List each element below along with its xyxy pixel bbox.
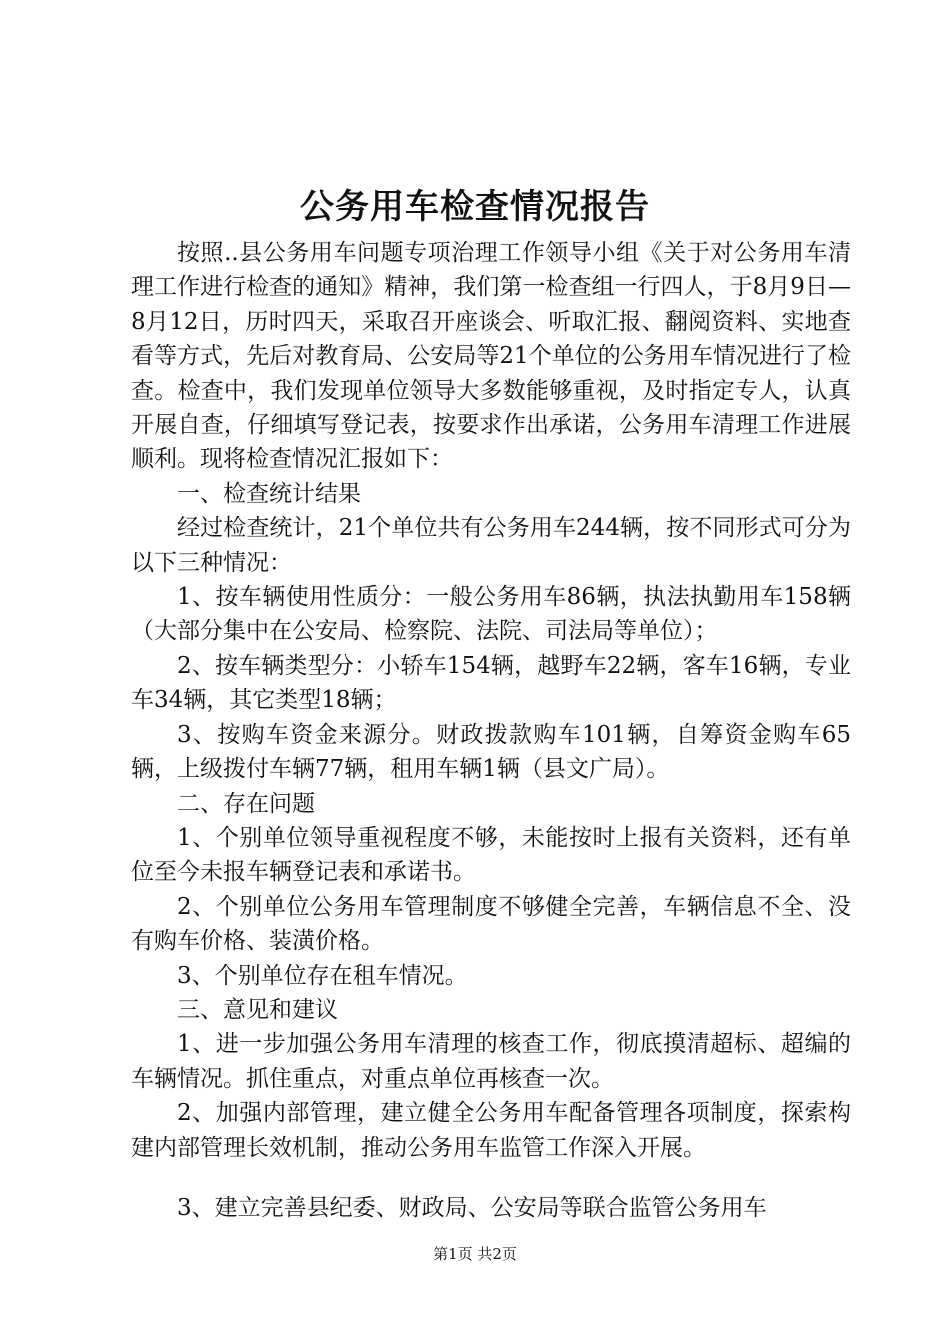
- paragraph-funding-source: 3、按购车资金来源分。财政拨款购车101辆，自筹资金购车65辆，上级拨付车辆77辆，租用车辆1辆（县文广局）。: [131, 721, 851, 783]
- paragraph-problem-1: 1、个别单位领导重视程度不够，未能按时上报有关资料，还有单位至今未报车辆登记表和承诺书。: [131, 824, 851, 886]
- section-heading-results: 一、检查统计结果: [177, 480, 361, 507]
- paragraph-suggestion-3: 3、建立完善县纪委、财政局、公安局等联合监管公务用车: [177, 1194, 767, 1221]
- document-title: 公务用车检查情况报告: [300, 187, 650, 227]
- section-heading-suggestions: 三、意见和建议: [177, 996, 338, 1023]
- paragraph-problem-2: 2、个别单位公务用车管理制度不够健全完善，车辆信息不全、没有购车价格、装潢价格。: [131, 893, 851, 955]
- paragraph-vehicle-type: 2、按车辆类型分：小轿车154辆，越野车22辆，客车16辆，专业车34辆，其它类型18辆；: [131, 652, 851, 714]
- document-body: [131, 236, 851, 1225]
- page-footer: 第1页 共2页: [433, 1245, 517, 1263]
- paragraph-intro: 按照..县公务用车问题专项治理工作领导小组《关于对公务用车清理工作进行检查的通知》精神，我们第一检查组一行四人，于8月9日—8月12日，历时四天，采取召开座谈会、听取汇报、翻阅资料、实地查看等方式，先后对教育局、公安局等21个单位的公务用车情况进行了检查。检查中，我们发现单位领导大多数能够重视，及时指定专人，认真开展自查，仔细填写登记表，按要求作出承诺，公务用车清理工作进展顺利。现将检查情况汇报如下：: [131, 240, 851, 473]
- paragraph-suggestion-2: 2、加强内部管理，建立健全公务用车配备管理各项制度，探索构建内部管理长效机制，推动公务用车监管工作深入开展。: [131, 1100, 851, 1161]
- paragraph-problem-3: 3、个别单位存在租车情况。: [177, 962, 468, 989]
- paragraph-usage-nature: 1、按车辆使用性质分：一般公务用车86辆，执法执勤用车158辆（大部分集中在公安局、检察院、法院、司法局等单位）；: [131, 584, 851, 645]
- paragraph-gap: [131, 1165, 851, 1191]
- section-heading-problems: 二、存在问题: [177, 790, 315, 817]
- paragraph-suggestion-1: 1、进一步加强公务用车清理的核查工作，彻底摸清超标、超编的车辆情况。抓住重点，对重点单位再核查一次。: [131, 1031, 851, 1092]
- paragraph-statistics: 经过检查统计，21个单位共有公务用车244辆，按不同形式可分为以下三种情况：: [131, 515, 851, 576]
